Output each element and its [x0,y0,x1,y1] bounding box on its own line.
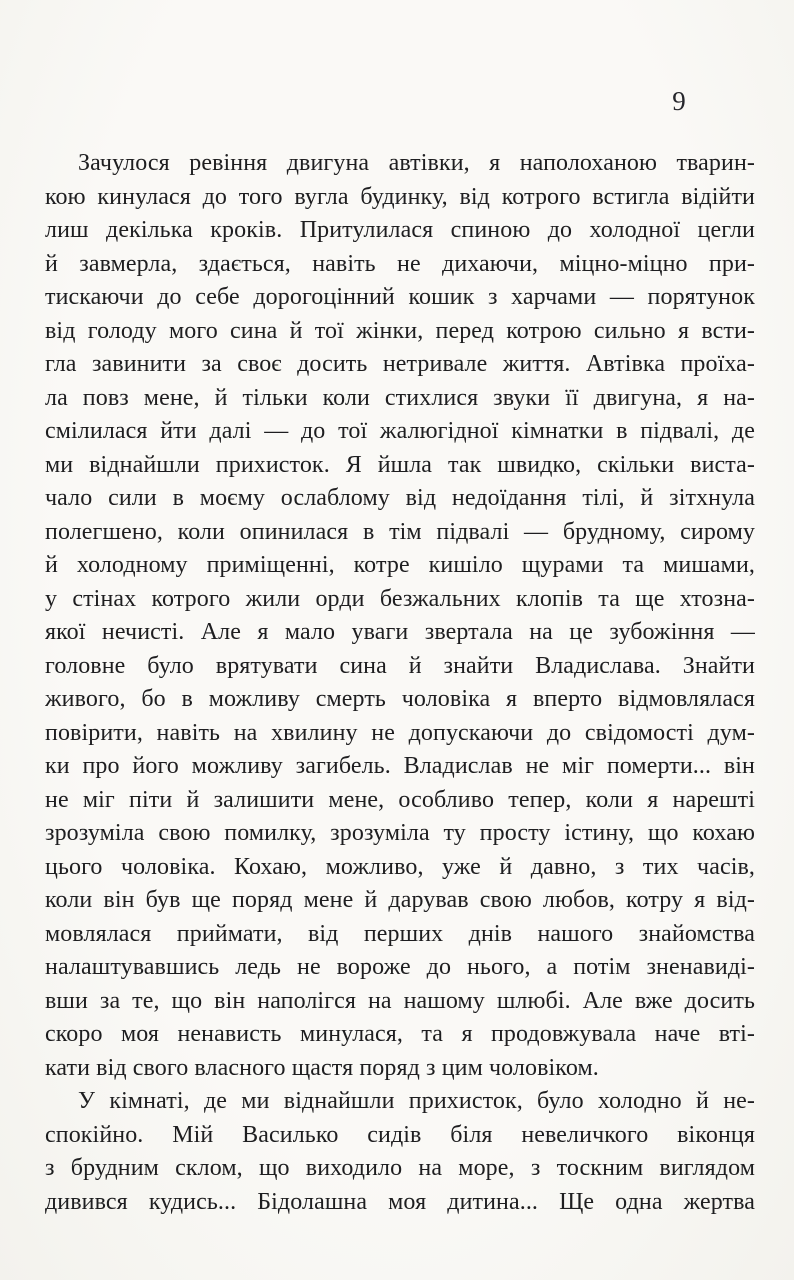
text-line: дивився кудись... Бідолашна моя дитина... Ще одна жертва [45,1188,755,1215]
text-line: повірити, навіть на хвилину не допускаючи до свідомості дум- [45,719,755,746]
text-line: чало сили в моєму ослаблому від недоїдання тілі, й зітхнула [45,485,755,511]
text-line: головне було врятувати сина й знайти Владислава. Знайти [45,652,755,679]
text-line: гла завинити за своє досить нетривале життя. Автівка проїха- [45,351,755,377]
text-line: з брудним склом, що виходило на море, з тоскним виглядом [45,1155,755,1181]
text-line: лиш декілька кроків. Притулилася спиною до холодної цегли [45,217,755,243]
text-line: зрозуміла свою помилку, зрозуміла ту просту істину, що кохаю [45,820,755,846]
text-line: Зачулося ревіння двигуна автівки, я наполоханою тварин- [78,150,755,176]
text-line: ла повз мене, й тільки коли стихлися звуки її двигуна, я на- [45,384,755,411]
text-line: полегшено, коли опинилася в тім підвалі — брудному, сирому [45,518,755,545]
text-line: кою кинулася до того вугла будинку, від котрого встигла відійти [45,183,755,210]
text-line: тискаючи до себе дорогоцінний кошик з харчами — порятунок [45,284,755,310]
text-line: й завмерла, здається, навіть не дихаючи, міцно-міцно при- [45,250,755,277]
text-line: цього чоловіка. Кохаю, можливо, уже й давно, з тих часів, [45,853,755,880]
text-line: вши за те, що він наполігся на нашому шлюбі. Але вже досить [45,987,755,1014]
text-line: коли він був ще поряд мене й дарував свою любов, котру я від- [45,887,755,913]
text-line: від голоду мого сина й тої жінки, перед котрою сильно я всти- [45,317,755,344]
text-line: ми віднайшли прихисток. Я йшла так швидко, скільки виста- [45,451,755,478]
text-line: кати від свого власного щастя поряд з цим чоловіком. [45,1054,599,1081]
text-block [45,147,755,1219]
text-line: ки про його можливу загибель. Владислав не міг померти... він [45,753,755,779]
text-line: налаштувавшись ледь не вороже до нього, а потім зненавиді- [45,954,755,980]
text-line: У кімнаті, де ми віднайшли прихисток, було холодно й не- [78,1088,755,1114]
text-line: у стінах котрого жили орди безжальних клопів та ще хтозна- [45,585,755,612]
text-line: смілилася йти далі — до тої жалюгідної кімнатки в підвалі, де [45,418,755,444]
paragraph [45,1085,755,1219]
text-line: мовлялася приймати, від перших днів нашого знайомства [45,920,755,947]
paragraph [45,147,755,1085]
text-line: скоро моя ненависть минулася, та я продовжувала наче вті- [45,1021,755,1047]
text-line: якої нечисті. Але я мало уваги звертала на це зубожіння — [45,619,755,645]
text-line: не міг піти й залишити мене, особливо тепер, коли я нарешті [45,786,755,813]
page-number: 9 [672,86,686,116]
text-line: спокійно. Мій Василько сидів біля невеличкого віконця [45,1121,755,1148]
text-line: й холодному приміщенні, котре кишіло щурами та мишами, [45,552,755,578]
text-line: живого, бо в можливу смерть чоловіка я вперто відмовлялася [45,686,755,712]
